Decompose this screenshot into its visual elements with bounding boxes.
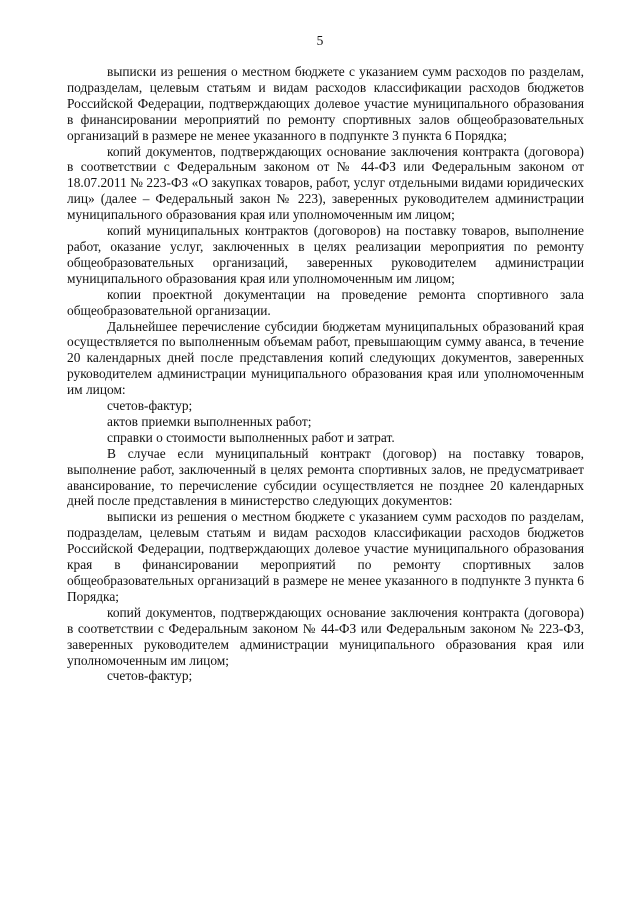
paragraph-contract-basis-copies: копий документов, подтверждающих основание заключения контракта (договора) в соответствии с Федеральным законом от № 44-ФЗ или Федеральным законом от 18.07.2011 № 223-ФЗ «О закупках товаров, работ, услуг отдельными видами юридических лиц» (далее – Федеральный закон № 223), заверенных руководителем администрации муниципального образования края или уполномоченным им лицом; bbox=[67, 143, 584, 223]
paragraph-budget-extract: выписки из решения о местном бюджете с указанием сумм расходов по разделам, подразделам, целевым статьям и видам расходов классификации расходов бюджетов Российской Федерации, подтверждающих долевое участие муниципального образования в финансировании мероприятий по ремонту спортивных залов общеобразовательных организаций в размере не менее указанного в подпункте 3 пункта 6 Порядка; bbox=[67, 64, 584, 143]
paragraph-budget-extract-2: выписки из решения о местном бюджете с указанием сумм расходов по разделам, подразделам, целевым статьям и видам расходов классификации расходов бюджетов Российской Федерации, подтверждающих долевое участие муниципального образования края в финансировании мероприятий по ремонту спортивных залов общеобразовательных организаций в размере не менее указанного в подпункте 3 пункта 6 Порядка; bbox=[67, 509, 584, 604]
page-number: 5 bbox=[316, 33, 324, 48]
paragraph-no-advance-case: В случае если муниципальный контракт (договор) на поставку товаров, выполнение работ, заключенный в целях ремонта спортивных залов, не предусматривает авансирование, то перечисление субсидии осуществляется не позднее 20 календарных дней после представления в министерство следующих документов: bbox=[67, 445, 584, 509]
paragraph-municipal-contract-copies: копий муниципальных контрактов (договоров) на поставку товаров, выполнение работ, оказание услуг, заключенных в целях реализации мероприятия по ремонту общеобразовательных организаций, заверенных руководителем администрации муниципального образования края или уполномоченным им лицом; bbox=[67, 223, 584, 286]
paragraph-contract-basis-copies-2: копий документов, подтверждающих основание заключения контракта (договора) в соответствии с Федеральным законом № 44-ФЗ или Федеральным законом № 223-ФЗ, заверенных руководителем администрации муниципального образования края или уполномоченным им лицом; bbox=[67, 604, 584, 668]
list-item-invoices-2: счетов-фактур; bbox=[107, 668, 193, 684]
list-item-invoices: счетов-фактур; bbox=[107, 398, 193, 414]
document-body bbox=[67, 64, 584, 684]
paragraph-project-documentation: копии проектной документации на проведение ремонта спортивного зала общеобразовательной организации. bbox=[67, 286, 584, 318]
list-item-cost-statement: справки о стоимости выполненных работ и затрат. bbox=[107, 429, 395, 445]
list-item-acceptance-acts: актов приемки выполненных работ; bbox=[107, 413, 312, 429]
paragraph-further-transfer: Дальнейшее перечисление субсидии бюджетам муниципальных образований края осуществляется по выполненным объемам работ, превышающим сумму аванса, в течение 20 календарных дней после представления копий следующих документов, заверенных руководителем администрации муниципального образования края или уполномоченным им лицом: bbox=[67, 318, 584, 398]
